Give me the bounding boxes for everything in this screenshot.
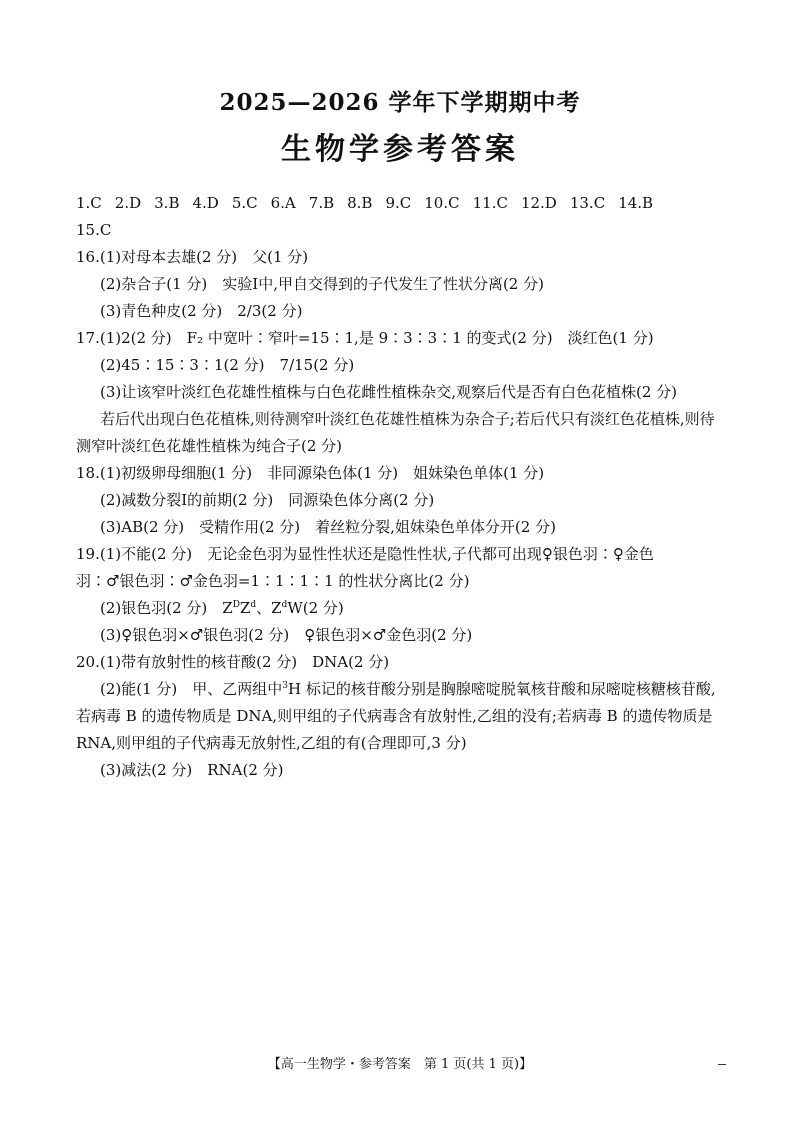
mc-answer: 8.B [347, 194, 373, 212]
mc-answer: 6.A [270, 194, 296, 212]
mc-answer: 7.B [308, 194, 335, 212]
isotope-superscript: 3 [282, 681, 288, 691]
q18-part2: (2)减数分裂Ⅰ的前期(2 分) 同源染色体分离(2 分) [100, 491, 435, 509]
q20-part3: (3)减法(2 分) RNA(2 分) [100, 761, 284, 779]
answer-content [76, 190, 726, 784]
q19-part3: (3)♀银色羽×♂银色羽(2 分) ♀银色羽×♂金色羽(2 分) [100, 626, 473, 644]
mc-answer: 13.C [569, 194, 606, 212]
page-footer: 【高一生物学・参考答案 第 1 页(共 1 页)】 [267, 1057, 533, 1072]
mc-answer: 5.C [231, 194, 258, 212]
q19-part2 [76, 595, 726, 622]
allele-superscript: d [250, 600, 257, 610]
mc-answer-15: 15.C [76, 221, 112, 239]
mc-answer: 2.D [114, 194, 142, 212]
mc-answer: 4.D [192, 194, 219, 212]
exam-title: 2025—2026 学年下学期期中考 [219, 89, 581, 116]
q16-part1: 16.(1)对母本去雄(2 分) 父(1 分) [76, 248, 309, 266]
q19-part2-text: Z [239, 599, 251, 617]
q20-part2 [76, 676, 726, 757]
q20-part2-text: H 标记的核苷酸分别是胸腺嘧啶脱氧核苷酸和尿嘧啶核糖核苷酸,若病毒 B 的遗传物质是 DNA,则甲组的子代病毒含有放射性,乙组的没有;若病毒 B 的遗传物质是 RNA,则甲组的子代病毒无放射性,乙组的有(合理即可,3 分) [76, 680, 716, 752]
q17-part1: 17.(1)2(2 分) F₂ 中宽叶∶窄叶=15∶1,是 9∶3∶3∶1 的变式(2 分) 淡红色(1 分) [76, 329, 654, 347]
q17-part2: (2)45∶15∶3∶1(2 分) 7/15(2 分) [100, 356, 355, 374]
mc-answer: 11.C [472, 194, 508, 212]
q16-part3: (3)青色种皮(2 分) 2/3(2 分) [100, 302, 303, 320]
q17-part3: (3)让该窄叶淡红色花雄性植株与白色花雌性植株杂交,观察后代是否有白色花植株(2 分) [100, 383, 678, 401]
q18-part3: (3)AB(2 分) 受精作用(2 分) 着丝粒分裂,姐妹染色单体分开(2 分) [100, 518, 556, 536]
q20-part2-text: (2)能(1 分) 甲、乙两组中 [100, 680, 283, 698]
mc-answers-row [76, 190, 726, 217]
footer-mark [718, 1064, 726, 1065]
mc-answer: 12.D [520, 194, 557, 212]
q19-part2-text: 、Z [256, 599, 282, 617]
allele-superscript: d [281, 600, 288, 610]
allele-superscript: D [232, 600, 240, 610]
q20-part1: 20.(1)带有放射性的核苷酸(2 分) DNA(2 分) [76, 653, 390, 671]
q19-part2-text: W(2 分) [287, 599, 344, 617]
answer-title: 生物学参考答案 [281, 132, 519, 167]
mc-answer: 1.C [76, 194, 102, 212]
mc-answer: 3.B [154, 194, 180, 212]
q18-part1: 18.(1)初级卵母细胞(1 分) 非同源染色体(1 分) 姐妹染色单体(1 分) [76, 464, 545, 482]
mc-answer: 10.C [424, 194, 460, 212]
q19-part1-continued: 羽∶♂银色羽∶♂金色羽=1∶1∶1∶1 的性状分离比(2 分) [76, 572, 470, 590]
q19-part1: 19.(1)不能(2 分) 无论金色羽为显性性状还是隐性性状,子代都可出现♀银色羽∶♀金色 [76, 545, 654, 563]
mc-answer: 14.B [618, 194, 654, 212]
mc-answer: 9.C [385, 194, 412, 212]
q19-part2-text: (2)银色羽(2 分) Z [100, 599, 233, 617]
q16-part2: (2)杂合子(1 分) 实验Ⅰ中,甲自交得到的子代发生了性状分离(2 分) [100, 275, 544, 293]
q17-part3-continued: 若后代出现白色花植株,则待测窄叶淡红色花雄性植株为杂合子;若后代只有淡红色花植株,则待测窄叶淡红色花雄性植株为纯合子(2 分) [76, 410, 715, 455]
